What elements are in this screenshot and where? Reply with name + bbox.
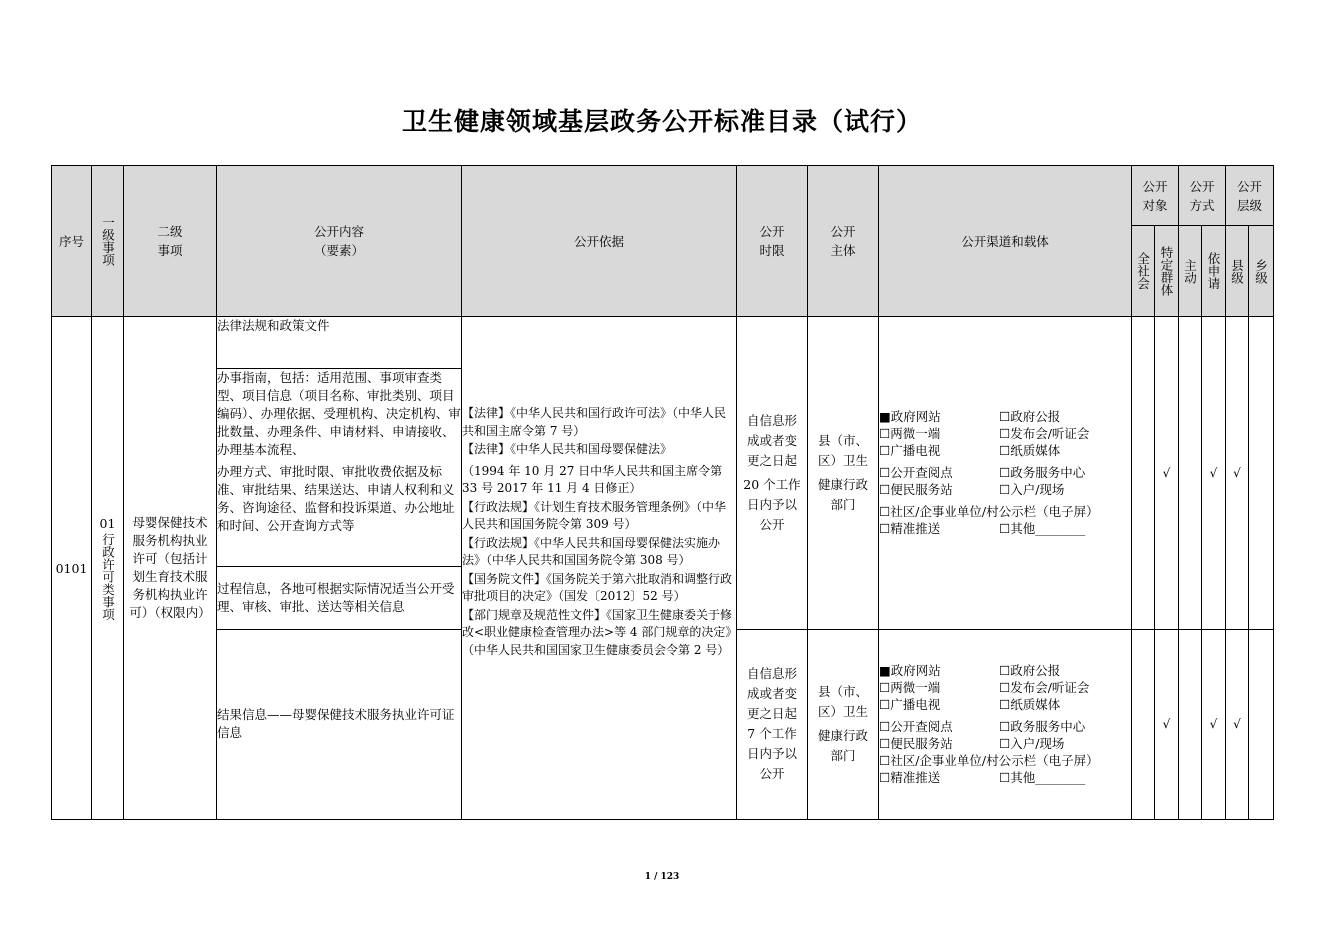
header-subject: 公开主体 [808,166,879,317]
page-number: 1 / 123 [644,872,680,882]
header-time-limit: 公开时限 [737,166,808,317]
channels-2: ■政府网站 ☐政府公报 ☐两微一端 ☐发布会/听证会 ☐广播电视 ☐纸质媒体 ☐公开查阅点 ☐政务服务中心 ☐便民服务站 ☐入户/现场 ☐社区/企事业单位/村公示栏（电子屏） ☐精准推送 ☐其他________ [879,629,1132,819]
check-level-township [1249,317,1274,630]
row-level1: 01 行政许可类事项 [92,317,124,820]
header-method: 公开方式 [1179,166,1226,226]
check-level-township-2 [1249,629,1274,819]
content-laws: 法律法规和政策文件 [217,317,462,369]
subject-2: 县（市、区）卫生 健康行政部门 [808,629,879,819]
check-method-active-2 [1179,629,1202,819]
content-result: 结果信息——母婴保健技术服务执业许可证信息 [217,629,462,819]
row-basis: 【法律】《中华人民共和国行政许可法》（中华人民共和国主席令第 7 号） 【法律】《中华人民共和国母婴保健法》 （1994 年 10 月 27 日中华人民共和国主席令第 33 号 2017 年 11 月 4 日修正） 【行政法规】《计划生育技术服务管理条例》（中华人民共和国国务院令第 309 号） 【行政法规】《中华人民共和国母婴保健法实施办法》（中华人民共和国国务院令第 308 号） 【国务院文件】《国务院关于第六批取消和调整行政审批项目的决定》（国发〔2012〕52 号） 【部门规章及规范性文件】《国家卫生健康委关于修改<职业健康检查管理办法>等 4 部门规章的决定》（中华人民共和国国家卫生健康委员会令第 2 号） [462,317,737,820]
channels-1: ■政府网站 ☐政府公报 ☐两微一端 ☐发布会/听证会 ☐广播电视 ☐纸质媒体 ☐公开查阅点 ☐政务服务中心 ☐便民服务站 ☐入户/现场 ☐社区/企事业单位/村公示栏（电子屏） ☐精准推送 ☐其他________ [879,317,1132,630]
page-title: 卫生健康领域基层政务公开标准目录（试行） [401,107,922,136]
header-target-specific: 特定群体 [1155,226,1179,317]
check-level-county-2: √ [1226,629,1249,819]
row-level2: 母婴保健技术服务机构执业许可（包括计划生育技术服务机构执业许可）（权限内） [124,317,217,820]
header-level: 公开层级 [1226,166,1274,226]
catalog-table [51,165,1274,820]
header-level2: 二级事项 [124,166,217,317]
header-seq: 序号 [52,166,92,317]
header-target-all: 全社会 [1132,226,1155,317]
header-target: 公开对象 [1132,166,1179,226]
time-limit-1: 自信息形成或者变更之日起 20 个工作日内予以公开 [737,317,808,630]
subject-1: 县（市、区）卫生 健康行政部门 [808,317,879,630]
header-level-township: 乡级 [1249,226,1274,317]
row-seq: 0101 [52,317,92,820]
check-target-specific: √ [1155,317,1179,630]
check-target-specific-2: √ [1155,629,1179,819]
content-guide: 办事指南，包括：适用范围、事项审查类型、项目信息（项目名称、审批类别、项目编码）、办理依据、受理机构、决定机构、审批数量、办理条件、申请材料、申请接收、办理基本流程、 办理方式、审批时限、审批收费依据及标准、审批结果、结果送达、申请人权利和义务、咨询途径、监督和投诉渠道、办公地址和时间、公开查询方式等 [217,369,462,567]
header-basis: 公开依据 [462,166,737,317]
check-method-request-2: √ [1202,629,1226,819]
header-level1: 一级事项 [92,166,124,317]
check-method-request: √ [1202,317,1226,630]
header-channels: 公开渠道和载体 [879,166,1132,317]
check-method-active [1179,317,1202,630]
header-level-county: 县级 [1226,226,1249,317]
time-limit-2: 自信息形成或者变更之日起 7 个工作日内予以公开 [737,629,808,819]
header-method-request: 依申请 [1202,226,1226,317]
content-process: 过程信息，各地可根据实际情况适当公开受理、审核、审批、送达等相关信息 [217,567,462,629]
check-target-all-2 [1132,629,1155,819]
header-method-active: 主动 [1179,226,1202,317]
check-target-all [1132,317,1155,630]
header-content: 公开内容 （要素） [217,166,462,317]
check-level-county: √ [1226,317,1249,630]
